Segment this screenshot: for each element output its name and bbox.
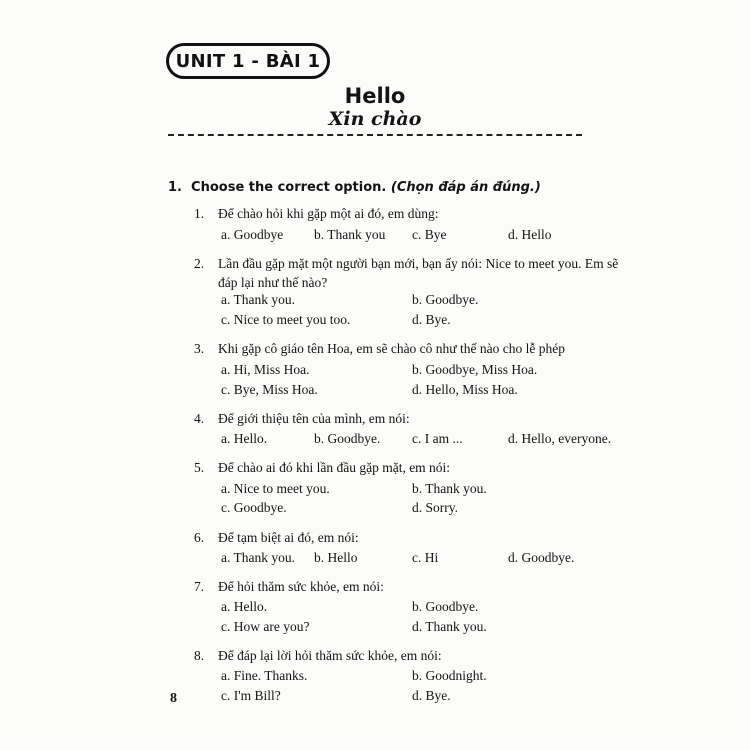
lesson-subtitle: Xin chào [328, 108, 422, 130]
section-number: 1. [168, 180, 182, 195]
option-b: b. Goodbye. [412, 292, 479, 307]
question-text: Để hỏi thăm sức khỏe, em nói: [218, 579, 384, 594]
option-a: a. Nice to meet you. [221, 481, 330, 496]
option-a: a. Fine. Thanks. [221, 668, 308, 683]
option-b: b. Goodbye. [314, 431, 381, 446]
question-text: Để chào hỏi khi gặp một ai đó, em dùng: [218, 206, 439, 221]
option-c: c. Nice to meet you too. [221, 312, 351, 327]
option-c: c. Bye, Miss Hoa. [221, 382, 318, 397]
option-d: d. Hello [508, 227, 552, 242]
section-heading [168, 180, 541, 195]
section-instruction-vi: (Chọn đáp án đúng.) [390, 180, 541, 195]
option-b: b. Thank you. [412, 481, 487, 496]
option-d: d. Sorry. [412, 500, 458, 515]
question-text: Để tạm biệt ai đó, em nói: [218, 530, 359, 545]
option-a: a. Hi, Miss Hoa. [221, 362, 310, 377]
option-d: d. Goodbye. [508, 550, 575, 565]
option-d: d. Bye. [412, 688, 451, 703]
dashed-divider [168, 134, 582, 136]
option-c: c. I'm Bill? [221, 688, 281, 703]
question-text: Để chào ai đó khi lần đầu gặp mặt, em nói: [218, 460, 451, 475]
option-a: a. Hello. [221, 599, 268, 614]
question-text: Khi gặp cô giáo tên Hoa, em sẽ chào cô như thế nào cho lễ phép [218, 341, 565, 356]
option-d: d. Hello, everyone. [508, 431, 612, 446]
question-number: 4. [194, 411, 205, 426]
question-number: 2. [194, 256, 205, 271]
option-b: b. Goodnight. [412, 668, 487, 683]
unit-badge: UNIT 1 - BÀI 1 [166, 43, 330, 79]
option-c: c. Bye [412, 227, 447, 242]
lesson-title: Hello [344, 84, 406, 108]
option-a: a. Thank you. [221, 292, 295, 307]
option-b: b. Hello [314, 550, 358, 565]
question-number: 6. [194, 530, 205, 545]
question-number: 5. [194, 460, 205, 475]
option-d: d. Bye. [412, 312, 451, 327]
option-d: d. Hello, Miss Hoa. [412, 382, 518, 397]
section-instruction: Choose the correct option. [191, 180, 387, 195]
option-c: c. I am ... [412, 431, 463, 446]
option-a: a. Thank you. [221, 550, 295, 565]
page-number: 8 [170, 691, 177, 706]
question-number: 3. [194, 341, 205, 356]
option-a: a. Goodbye [221, 227, 284, 242]
question-text: Lần đầu gặp mặt một người bạn mới, bạn ấy nói: Nice to meet you. Em sẽ đáp lại như thế nào? [218, 256, 619, 290]
question-number: 1. [194, 206, 205, 221]
option-b: b. Goodbye, Miss Hoa. [412, 362, 538, 377]
question-text: Để giới thiệu tên của mình, em nói: [218, 411, 410, 426]
option-b: b. Goodbye. [412, 599, 479, 614]
option-c: c. Hi [412, 550, 439, 565]
question-text: Để đáp lại lời hỏi thăm sức khỏe, em nói: [218, 648, 442, 663]
question-number: 7. [194, 579, 205, 594]
question-number: 8. [194, 648, 205, 663]
option-d: d. Thank you. [412, 619, 487, 634]
option-c: c. How are you? [221, 619, 310, 634]
option-b: b. Thank you [314, 227, 386, 242]
option-c: c. Goodbye. [221, 500, 287, 515]
option-a: a. Hello. [221, 431, 268, 446]
